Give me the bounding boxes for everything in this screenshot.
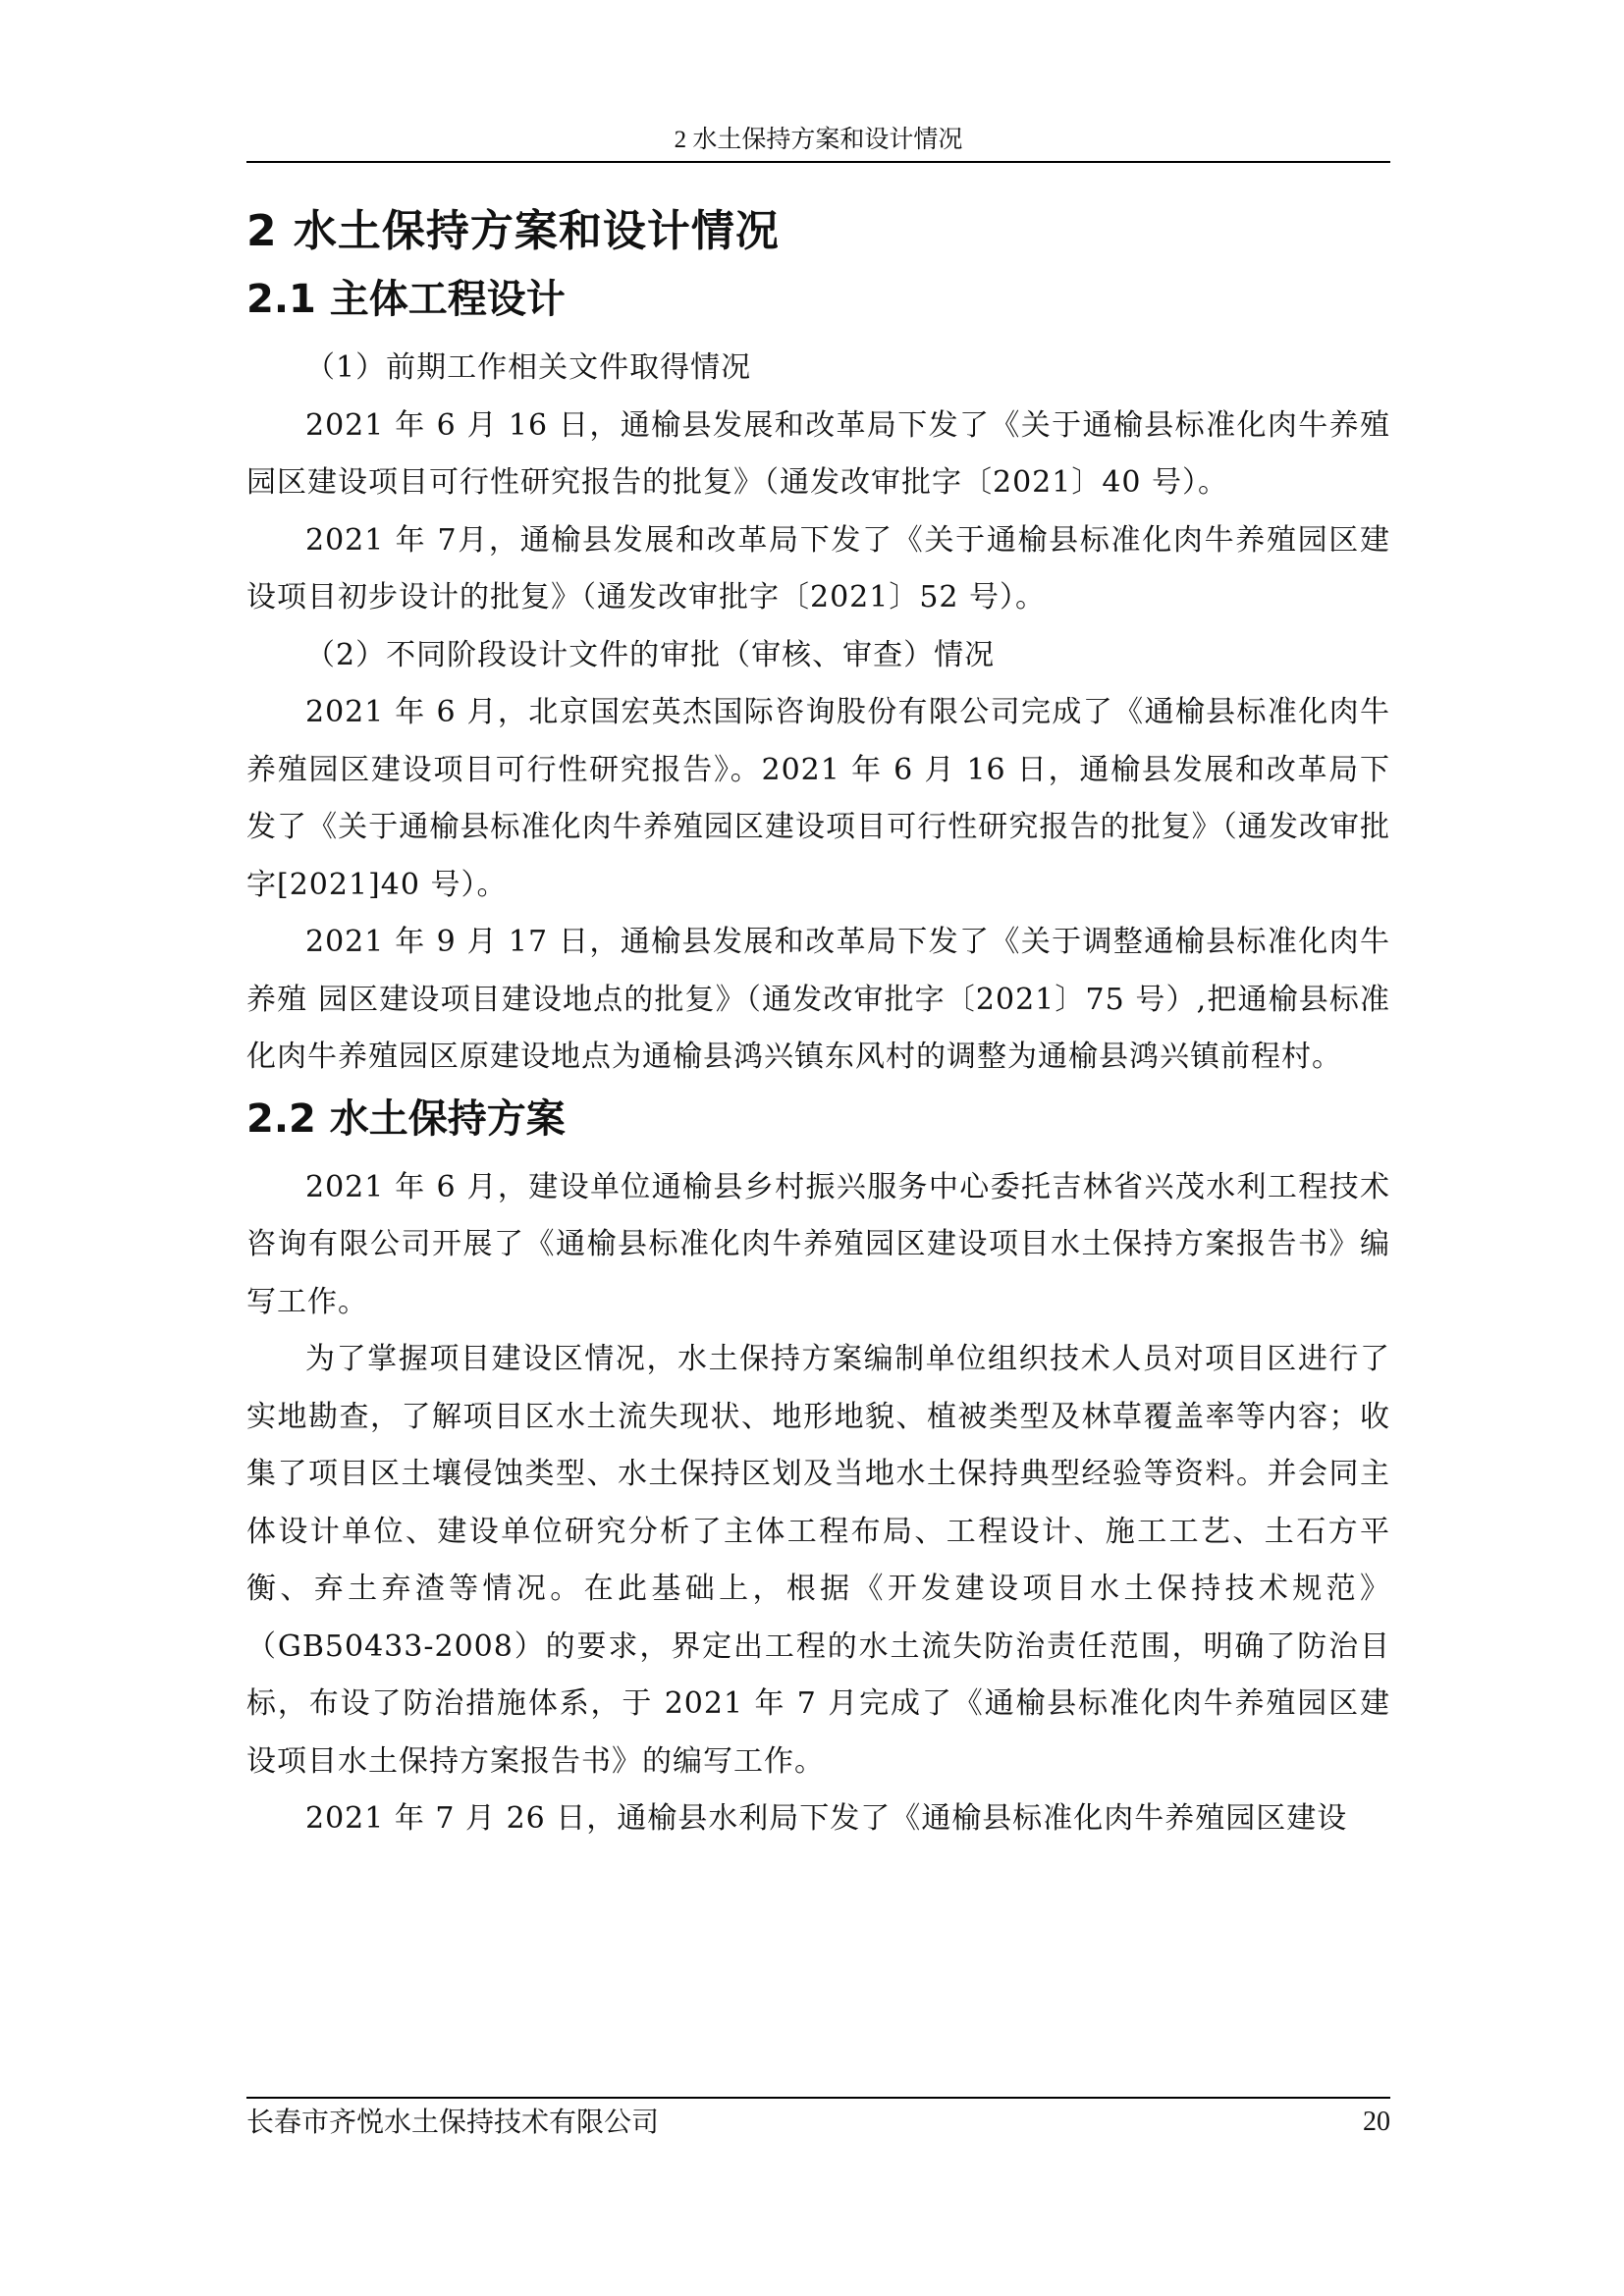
section-2-1-title: 2.1 主体工程设计 [246,277,566,322]
paragraph: 2021 年 9 月 17 日，通榆县发展和改革局下发了《关于调整通榆县标准化肉牛养殖 园区建设项目建设地点的批复》（通发改审批字〔2021〕75 号）,把通榆县标准化肉牛养殖园区原建设地点为通榆县鸿兴镇东风村的调整为通榆县鸿兴镇前程村。 [246,925,1390,1074]
section-2-2-title: 2.2 水土保持方案 [246,1095,566,1142]
footer-rule [246,2097,1390,2099]
paragraph: 2021 年 7月，通榆县发展和改革局下发了《关于通榆县标准化肉牛养殖园区建设项目初步设计的批复》（通发改审批字〔2021〕52 号）。 [246,522,1390,614]
item-1-heading: （1）前期工作相关文件取得情况 [305,350,752,385]
footer-company: 长春市齐悦水土保持技术有限公司 [246,2106,660,2138]
page-content [246,196,1390,1848]
paragraph: 为了掌握项目建设区情况，水土保持方案编制单位组织技术人员对项目区进行了实地勘查，了解项目区水土流失现状、地形地貌、植被类型及林草覆盖率等内容；收集了项目区土壤侵蚀类型、水土保持区划及当地水土保持典型经验等资料。并会同主体设计单位、建设单位研究分析了主体工程布局、工程设计、施工工艺、土石方平衡、弃土弃渣等情况。在此基础上，根据《开发建设项目水土保持技术规范》（GB50433-2008）的要求，界定出工程的水土流失防治责任范围，明确了防治目标，布设了防治措施体系，于 2021 年 7 月完成了《通榆县标准化肉牛养殖园区建设项目水土保持方案报告书》的编写工作。 [246,1342,1390,1779]
chapter-title: 2 水土保持方案和设计情况 [246,206,780,256]
item-2-heading: （2）不同阶段设计文件的审批（审核、审查）情况 [305,637,996,672]
header-rule [246,161,1390,163]
paragraph: 2021 年 6 月，北京国宏英杰国际咨询股份有限公司完成了《通榆县标准化肉牛养殖园区建设项目可行性研究报告》。2021 年 6 月 16 日，通榆县发展和改革局下发了《关于通榆县标准化肉牛养殖园区建设项目可行性研究报告的批复》（通发改审批字[2021]40 号）。 [246,695,1390,902]
paragraph: 2021 年 6 月，建设单位通榆县乡村振兴服务中心委托吉林省兴茂水利工程技术咨询有限公司开展了《通榆县标准化肉牛养殖园区建设项目水土保持方案报告书》编写工作。 [246,1169,1390,1319]
page-number: 20 [1363,2107,1390,2137]
running-header: 2 水土保持方案和设计情况 [674,127,963,153]
paragraph: 2021 年 7 月 26 日，通榆县水利局下发了《通榆县标准化肉牛养殖园区建设 [305,1801,1348,1836]
paragraph: 2021 年 6 月 16 日，通榆县发展和改革局下发了《关于通榆县标准化肉牛养殖园区建设项目可行性研究报告的批复》（通发改审批字〔2021〕40 号）。 [246,407,1390,500]
